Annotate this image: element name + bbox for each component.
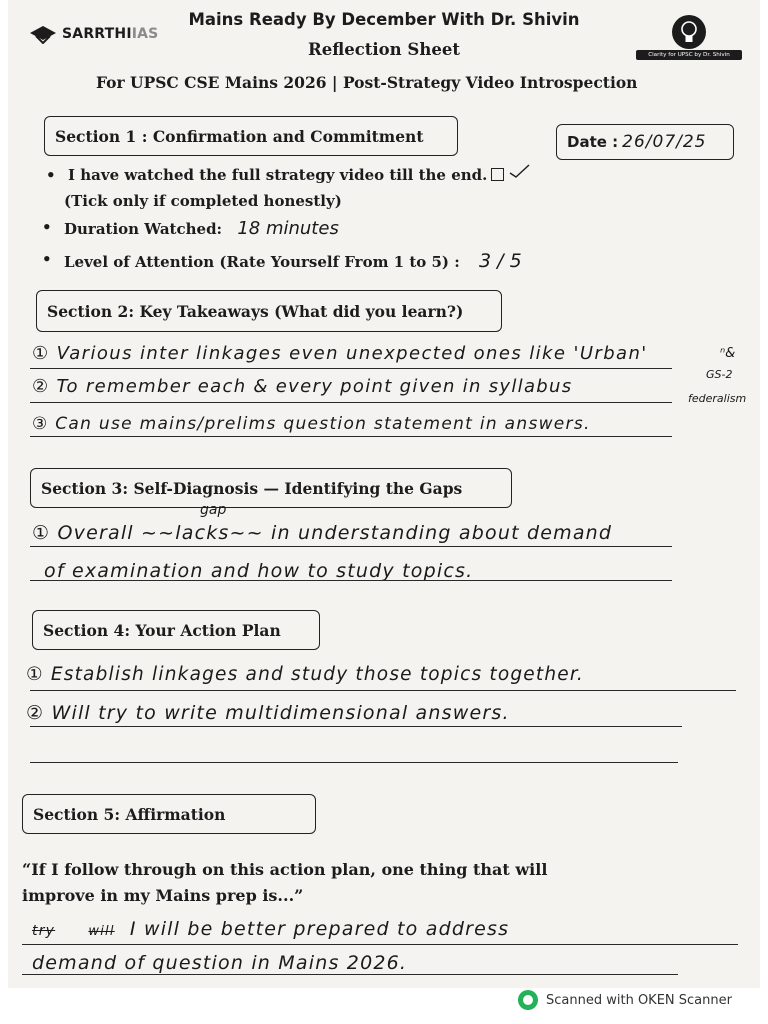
date-label: Date :	[567, 133, 619, 151]
duration-label: Duration Watched:	[64, 220, 223, 238]
ruled-line	[30, 368, 672, 369]
scanner-text: Scanned with OKEN Scanner	[546, 992, 732, 1008]
watched-checkbox[interactable]	[491, 168, 504, 181]
struck-word-2: will	[88, 924, 115, 939]
duration-item	[64, 218, 339, 239]
affirmation-answer-line-2: demand of question in Mains 2026.	[32, 952, 408, 974]
date-box	[556, 124, 734, 160]
ruled-line	[30, 762, 678, 763]
page-subtitle: Reflection Sheet	[308, 40, 460, 59]
insert-note-gap: gap	[200, 502, 227, 518]
ruled-line	[30, 690, 736, 691]
watched-item	[68, 166, 504, 184]
action-line-2: ② Will try to write multidimensional answers.	[26, 702, 510, 724]
section-3-title: Section 3: Self-Diagnosis — Identifying the Gaps	[30, 468, 512, 508]
takeaway-line-1: ① Various inter linkages even unexpected ones like 'Urban'	[32, 343, 648, 364]
margin-note-2: GS-2	[706, 368, 733, 381]
ruled-line	[30, 726, 682, 727]
affirmation-prompt-1: “If I follow through on this action plan, one thing that will	[22, 860, 548, 879]
section-1-title: Section 1 : Confirmation and Commitment	[44, 116, 458, 156]
badge-text: Clarity for UPSC by Dr. Shivin	[636, 50, 742, 60]
ruled-line	[30, 436, 672, 437]
diagnosis-line-2: of examination and how to study topics.	[44, 560, 474, 582]
section-5-title: Section 5: Affirmation	[22, 794, 316, 834]
action-line-1: ① Establish linkages and study those topics together.	[26, 664, 585, 685]
ruled-line	[30, 402, 672, 403]
clarity-badge	[636, 14, 742, 64]
section-2-title: Section 2: Key Takeaways (What did you learn?)	[36, 290, 502, 332]
takeaway-line-3: ③ Can use mains/prelims question statement in answers.	[32, 414, 591, 434]
attention-label: Level of Attention (Rate Yourself From 1 to 5) :	[64, 253, 460, 271]
margin-note-1: ⁿ&	[720, 346, 736, 361]
diagnosis-line-1: ① Overall ~~lacks~~ in understanding about demand	[32, 522, 613, 544]
answer-text-1: I will be better prepared to address	[129, 918, 510, 940]
affirmation-prompt-2: improve in my Mains prep is...”	[22, 886, 304, 905]
oken-scanner-icon	[518, 990, 538, 1010]
tick-mark-icon	[508, 164, 530, 178]
ruled-line	[22, 974, 678, 975]
struck-word-1: try	[32, 923, 56, 939]
takeaway-line-2: ② To remember each & every point given in syllabus	[32, 376, 573, 397]
attention-value: 3 / 5	[479, 250, 522, 272]
lightbulb-icon	[636, 14, 742, 54]
page-title: Mains Ready By December With Dr. Shivin	[188, 10, 580, 29]
attention-item	[64, 250, 522, 272]
scanner-watermark	[518, 990, 732, 1010]
ruled-line	[22, 944, 738, 945]
ruled-line	[30, 546, 672, 547]
section-4-title: Section 4: Your Action Plan	[32, 610, 320, 650]
date-value: 26/07/25	[622, 132, 707, 152]
for-line: For UPSC CSE Mains 2026 | Post-Strategy Video Introspection	[96, 73, 638, 92]
affirmation-answer-line-1	[32, 918, 509, 940]
ruled-line	[30, 580, 672, 581]
watched-note: (Tick only if completed honestly)	[64, 192, 342, 210]
margin-note-3: federalism	[688, 392, 747, 405]
brand-name: SARRTHIIAS	[62, 26, 159, 42]
duration-value: 18 minutes	[237, 218, 339, 239]
watched-line: I have watched the full strategy video till the end.	[68, 166, 488, 184]
